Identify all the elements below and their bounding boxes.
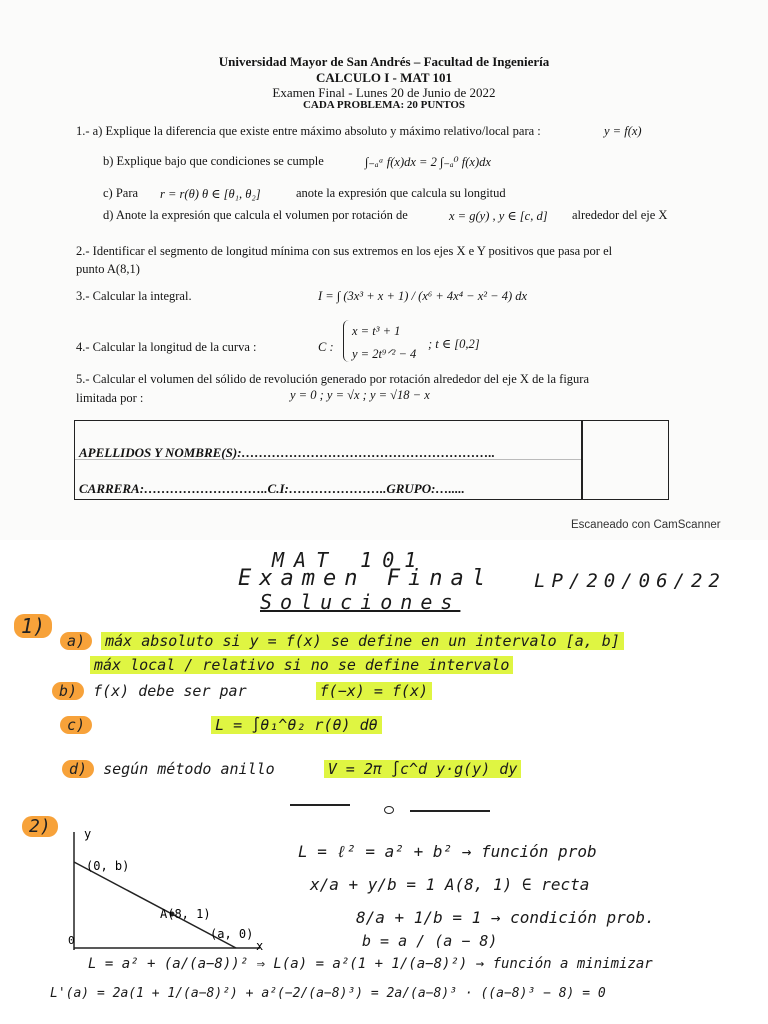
answer-c-tag: c) (60, 716, 92, 734)
problem-4-y-eq: y = 2t⁹ᐟ² − 4 (352, 347, 417, 361)
problem-5-line2: limitada por : (76, 391, 144, 405)
work-line-6: L'(a) = 2a(1 + 1/(a−8)²) + a²(−2/(a−8)³) = 2a/(a−8)³ · ((a−8)³ − 8) = 0 (50, 986, 606, 1001)
axis-x-label: x (256, 939, 264, 953)
answer-b-tag: b) (52, 682, 84, 700)
box-divider (581, 421, 583, 499)
problem-1d-tail: alrededor del eje X (572, 208, 668, 222)
work-line-2: x/a + y/b = 1 A(8, 1) ∈ recta (310, 875, 590, 894)
separator-right (410, 810, 490, 812)
solution-subtitle: Soluciones (260, 590, 461, 614)
problem-1c-text: anote la expresión que calcula su longitud (296, 186, 506, 200)
q2-marker (22, 816, 58, 837)
problem-4-curve-label: C : (318, 340, 334, 354)
problem-4-x-eq: x = t³ + 1 (352, 324, 401, 338)
answer-a-line2-row (90, 656, 513, 674)
point-0b-label: (0, b) (86, 859, 130, 873)
answer-c-expression: L = ∫θ₁^θ₂ r(θ) dθ (211, 716, 382, 734)
answer-d-expression: V = 2π ∫c^d y·g(y) dy (324, 760, 522, 778)
answer-d-text: según método anillo (103, 760, 275, 778)
answer-a-line2: máx local / relativo si no se define intervalo (90, 656, 513, 674)
work-line-5: L = a² + (a/(a−8))² ⇒ L(a) = a²(1 + 1/(a−8)²) → función a minimizar (88, 956, 653, 972)
problem-4-param-range: ; t ∈ [0,2] (428, 337, 480, 351)
problem-2-line1: 2.- Identificar el segmento de longitud mínima con sus extremos en los ejes X e Y positivos que pasa por el (76, 244, 613, 258)
exam-date-line: Examen Final - Lunes 20 de Junio de 2022 (272, 85, 496, 100)
camscanner-watermark: Escaneado con CamScanner (571, 519, 721, 531)
brace (343, 320, 352, 362)
problem-1b-expression: ∫₋ₐᵃ f(x)dx = 2 ∫₋ₐ⁰ f(x)dx (365, 155, 491, 169)
answer-a-row (60, 632, 624, 650)
problem-2-sketch (60, 826, 280, 956)
q2-tag: 2) (22, 816, 58, 837)
point-a-label: A(8, 1) (160, 907, 211, 921)
problem-1d-expression: x = g(y) , y ∈ [c, d] (449, 209, 548, 223)
problem-5-expression: y = 0 ; y = √x ; y = √18 − x (290, 388, 430, 402)
answer-c-row (60, 716, 382, 734)
answer-d-row (62, 760, 521, 778)
problem-4: 4.- Calcular la longitud de la curva : (76, 340, 257, 354)
points-line: CADA PROBLEMA: 20 PUNTOS (302, 99, 466, 111)
answer-b-text: f(x) debe ser par (93, 682, 247, 700)
career-field: CARRERA:………………………..C.I:…………………..GRUPO:…..... (79, 481, 465, 496)
university-header: Universidad Mayor de San Andrés – Facultad de Ingeniería (218, 54, 550, 69)
answer-b-row (52, 682, 432, 700)
solution-course: MAT 101 (272, 548, 427, 572)
student-info-box (74, 420, 669, 500)
point-a0-label: (a, 0) (210, 927, 254, 941)
problem-1b: b) Explique bajo que condiciones se cumple (103, 154, 324, 168)
problem-1c-label: c) Para (103, 186, 139, 200)
work-line-3: 8/a + 1/b = 1 → condición prob. (356, 908, 655, 927)
problem-2-line2: punto A(8,1) (76, 262, 140, 276)
problem-3: 3.- Calcular la integral. (76, 289, 192, 303)
problem-1a-expression: y = f(x) (604, 124, 642, 138)
work-line-4: b = a / (a − 8) (362, 932, 498, 950)
problem-3-expression: I = ∫ (3x³ + x + 1) / (x⁶ + 4x⁴ − x² − 4) dx (318, 289, 528, 303)
solution-date: LP/20/06/22 (534, 570, 726, 592)
answer-a-tag: a) (60, 632, 92, 650)
separator-circle (384, 806, 394, 814)
q1-marker (14, 614, 52, 638)
solution-title: Examen Final (238, 566, 493, 591)
problem-1a: 1.- a) Explique la diferencia que existe entre máximo absoluto y máximo relativo/local para : (76, 124, 541, 138)
q1-tag: 1) (14, 614, 52, 638)
problem-5-line1: 5.- Calcular el volumen del sólido de revolución generado por rotación alrededor del eje X de la figura (76, 372, 590, 386)
problem-1c-expression: r = r(θ) θ ∈ [θ₁, θ₂] (160, 187, 261, 201)
answer-d-tag: d) (62, 760, 94, 778)
origin-label: 0 (68, 934, 75, 947)
work-line-1: L = ℓ² = a² + b² → función prob (298, 842, 597, 861)
answer-b-expression: f(−x) = f(x) (316, 682, 432, 700)
problem-1d: d) Anote la expresión que calcula el volumen por rotación de (103, 208, 408, 222)
separator-left (290, 804, 350, 806)
axis-y-label: y (84, 827, 92, 841)
names-field: APELLIDOS Y NOMBRE(S):………………………………………………….. (79, 445, 496, 460)
answer-a-line1: máx absoluto si y = f(x) se define en un intervalo [a, b] (101, 632, 624, 650)
course-title: CALCULO I - MAT 101 (315, 70, 453, 85)
